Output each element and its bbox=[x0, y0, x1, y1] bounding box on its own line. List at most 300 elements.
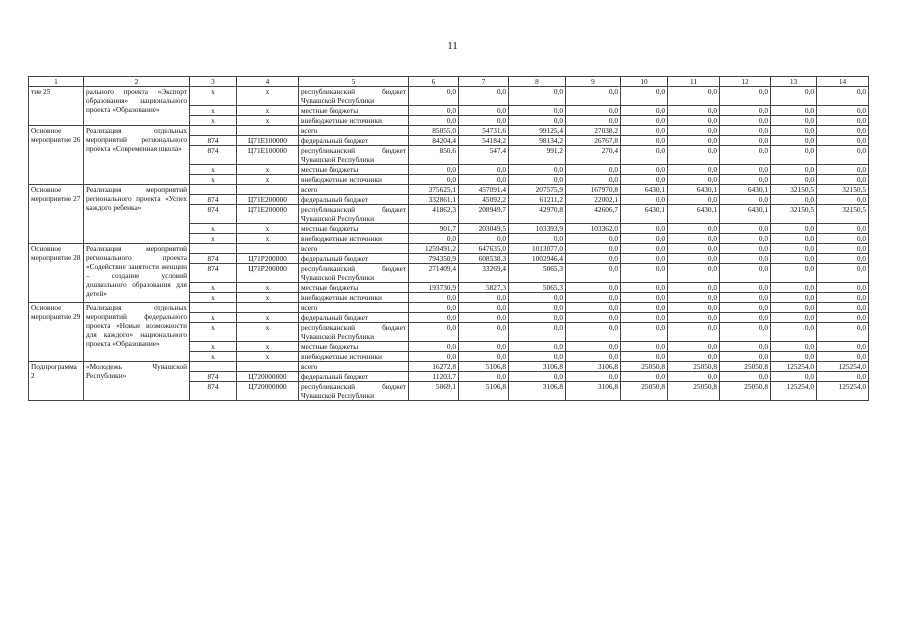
amount-cell: 0,0 bbox=[566, 165, 621, 175]
measure-label: Подпрограмма 2 bbox=[29, 362, 84, 401]
amount-cell: 54184,2 bbox=[459, 136, 509, 146]
amount-cell: 5106,8 bbox=[459, 382, 509, 401]
amount-cell: 0,0 bbox=[459, 323, 509, 342]
amount-cell: 547,4 bbox=[459, 146, 509, 165]
amount-cell: 0,0 bbox=[621, 195, 668, 205]
amount-cell: 5065,3 bbox=[509, 264, 566, 283]
amount-cell: 11203,7 bbox=[409, 372, 459, 382]
amount-cell: 0,0 bbox=[817, 126, 869, 136]
amount-cell: 0,0 bbox=[459, 175, 509, 185]
amount-cell: 0,0 bbox=[509, 106, 566, 116]
amount-cell: 0,0 bbox=[621, 254, 668, 264]
column-number: 3 bbox=[190, 77, 237, 87]
amount-cell: 0,0 bbox=[668, 264, 720, 283]
amount-cell: 0,0 bbox=[817, 175, 869, 185]
amount-cell: 0,0 bbox=[509, 342, 566, 352]
amount-cell: 0,0 bbox=[509, 87, 566, 106]
amount-cell: 0,0 bbox=[817, 87, 869, 106]
amount-cell: 0,0 bbox=[409, 293, 459, 303]
column-number: 14 bbox=[817, 77, 869, 87]
measure-label: тие 25 bbox=[29, 87, 84, 126]
funding-source: федеральный бюджет bbox=[299, 254, 409, 264]
funding-source: всего bbox=[299, 185, 409, 195]
amount-cell: 25050,8 bbox=[621, 362, 668, 372]
amount-cell: 0,0 bbox=[621, 313, 668, 323]
amount-cell: 0,0 bbox=[668, 283, 720, 293]
table-row bbox=[29, 87, 869, 106]
amount-cell: 0,0 bbox=[720, 87, 771, 106]
target-article-code: x bbox=[237, 293, 299, 303]
amount-cell: 0,0 bbox=[720, 303, 771, 313]
table-row bbox=[29, 303, 869, 313]
amount-cell: 0,0 bbox=[668, 106, 720, 116]
amount-cell: 1002946,4 bbox=[509, 254, 566, 264]
amount-cell: 991,2 bbox=[509, 146, 566, 165]
amount-cell: 0,0 bbox=[720, 175, 771, 185]
target-article-code: Ц71Р200000 bbox=[237, 254, 299, 264]
funding-source: местные бюджеты bbox=[299, 106, 409, 116]
funding-source: республиканский бюджет Чувашской Республики bbox=[299, 382, 409, 401]
target-article-code bbox=[237, 362, 299, 372]
amount-cell: 0,0 bbox=[771, 244, 817, 254]
amount-cell: 42606,7 bbox=[566, 205, 621, 224]
amount-cell: 0,0 bbox=[409, 106, 459, 116]
funding-source: местные бюджеты bbox=[299, 224, 409, 234]
amount-cell: 0,0 bbox=[817, 283, 869, 293]
amount-cell: 0,0 bbox=[771, 116, 817, 126]
target-article-code: Ц71Е100000 bbox=[237, 146, 299, 165]
grbs-code: x bbox=[190, 175, 237, 185]
amount-cell: 5065,3 bbox=[509, 283, 566, 293]
amount-cell: 0,0 bbox=[771, 87, 817, 106]
amount-cell: 85055,0 bbox=[409, 126, 459, 136]
amount-cell: 45092,2 bbox=[459, 195, 509, 205]
column-number: 1 bbox=[29, 77, 84, 87]
grbs-code: 874 bbox=[190, 264, 237, 283]
grbs-code: x bbox=[190, 224, 237, 234]
amount-cell: 103362,0 bbox=[566, 224, 621, 234]
amount-cell: 5069,1 bbox=[409, 382, 459, 401]
amount-cell: 0,0 bbox=[771, 313, 817, 323]
amount-cell: 0,0 bbox=[621, 175, 668, 185]
target-article-code: x bbox=[237, 342, 299, 352]
funding-source: федеральный бюджет bbox=[299, 136, 409, 146]
amount-cell: 0,0 bbox=[668, 323, 720, 342]
amount-cell: 0,0 bbox=[771, 224, 817, 234]
amount-cell: 0,0 bbox=[459, 372, 509, 382]
amount-cell: 0,0 bbox=[771, 146, 817, 165]
amount-cell: 0,0 bbox=[817, 293, 869, 303]
measure-title: Реализация мероприятий регионального проекта «Успех каждого ребенка» bbox=[84, 185, 190, 244]
amount-cell: 0,0 bbox=[668, 352, 720, 362]
amount-cell: 0,0 bbox=[771, 323, 817, 342]
amount-cell: 203049,5 bbox=[459, 224, 509, 234]
grbs-code bbox=[190, 126, 237, 136]
amount-cell: 0,0 bbox=[817, 116, 869, 126]
amount-cell: 3106,8 bbox=[509, 362, 566, 372]
amount-cell: 0,0 bbox=[771, 293, 817, 303]
column-number: 12 bbox=[720, 77, 771, 87]
amount-cell: 0,0 bbox=[771, 372, 817, 382]
amount-cell: 0,0 bbox=[509, 313, 566, 323]
amount-cell: 0,0 bbox=[566, 264, 621, 283]
amount-cell: 25050,8 bbox=[720, 382, 771, 401]
amount-cell: 32150,5 bbox=[817, 205, 869, 224]
amount-cell: 42970,8 bbox=[509, 205, 566, 224]
amount-cell: 608538,3 bbox=[459, 254, 509, 264]
amount-cell: 0,0 bbox=[668, 244, 720, 254]
amount-cell: 84204,4 bbox=[409, 136, 459, 146]
funding-source: внебюджетные источники bbox=[299, 234, 409, 244]
funding-source: всего bbox=[299, 244, 409, 254]
funding-source: внебюджетные источники bbox=[299, 293, 409, 303]
page-number: 11 bbox=[447, 40, 458, 52]
column-number: 8 bbox=[509, 77, 566, 87]
amount-cell: 0,0 bbox=[459, 293, 509, 303]
amount-cell: 0,0 bbox=[771, 165, 817, 175]
target-article-code: x bbox=[237, 234, 299, 244]
funding-source: всего bbox=[299, 303, 409, 313]
funding-source: внебюджетные источники bbox=[299, 175, 409, 185]
amount-cell: 25050,8 bbox=[621, 382, 668, 401]
amount-cell: 0,0 bbox=[771, 195, 817, 205]
amount-cell: 0,0 bbox=[720, 146, 771, 165]
amount-cell: 33269,4 bbox=[459, 264, 509, 283]
funding-source: федеральный бюджет bbox=[299, 372, 409, 382]
amount-cell: 0,0 bbox=[566, 175, 621, 185]
measure-title: Реализация отдельных мероприятий регионального проекта «Современная школа» bbox=[84, 126, 190, 185]
target-article-code: x bbox=[237, 313, 299, 323]
grbs-code: x bbox=[190, 234, 237, 244]
amount-cell: 0,0 bbox=[720, 264, 771, 283]
amount-cell: 0,0 bbox=[409, 87, 459, 106]
grbs-code: x bbox=[190, 313, 237, 323]
amount-cell: 1013077,0 bbox=[509, 244, 566, 254]
amount-cell: 6430,1 bbox=[668, 205, 720, 224]
amount-cell: 0,0 bbox=[621, 352, 668, 362]
amount-cell: 0,0 bbox=[459, 165, 509, 175]
amount-cell: 99125,4 bbox=[509, 126, 566, 136]
amount-cell: 5827,3 bbox=[459, 283, 509, 293]
grbs-code: x bbox=[190, 116, 237, 126]
amount-cell: 3106,8 bbox=[509, 382, 566, 401]
amount-cell: 0,0 bbox=[771, 106, 817, 116]
amount-cell: 0,0 bbox=[621, 126, 668, 136]
grbs-code: x bbox=[190, 293, 237, 303]
target-article-code: Ц71Е200000 bbox=[237, 205, 299, 224]
amount-cell: 0,0 bbox=[566, 116, 621, 126]
table-row bbox=[29, 362, 869, 372]
amount-cell: 0,0 bbox=[409, 175, 459, 185]
amount-cell: 0,0 bbox=[621, 165, 668, 175]
amount-cell: 0,0 bbox=[720, 342, 771, 352]
amount-cell: 6430,1 bbox=[720, 185, 771, 195]
amount-cell: 0,0 bbox=[621, 342, 668, 352]
amount-cell: 0,0 bbox=[720, 352, 771, 362]
amount-cell: 1259491,2 bbox=[409, 244, 459, 254]
target-article-code bbox=[237, 185, 299, 195]
amount-cell: 98134,2 bbox=[509, 136, 566, 146]
amount-cell: 0,0 bbox=[668, 313, 720, 323]
amount-cell: 16272,8 bbox=[409, 362, 459, 372]
grbs-code: 874 bbox=[190, 146, 237, 165]
amount-cell: 0,0 bbox=[409, 303, 459, 313]
amount-cell: 32150,5 bbox=[771, 205, 817, 224]
amount-cell: 3106,8 bbox=[566, 362, 621, 372]
funding-source: федеральный бюджет bbox=[299, 313, 409, 323]
measure-label: Основное мероприятие 29 bbox=[29, 303, 84, 362]
amount-cell: 271409,4 bbox=[409, 264, 459, 283]
amount-cell: 61211,2 bbox=[509, 195, 566, 205]
amount-cell: 375625,1 bbox=[409, 185, 459, 195]
amount-cell: 0,0 bbox=[409, 352, 459, 362]
amount-cell: 0,0 bbox=[668, 254, 720, 264]
amount-cell: 0,0 bbox=[720, 116, 771, 126]
amount-cell: 0,0 bbox=[720, 136, 771, 146]
amount-cell: 0,0 bbox=[720, 224, 771, 234]
amount-cell: 0,0 bbox=[566, 352, 621, 362]
amount-cell: 0,0 bbox=[817, 146, 869, 165]
amount-cell: 0,0 bbox=[771, 234, 817, 244]
amount-cell: 0,0 bbox=[771, 283, 817, 293]
table-row bbox=[29, 244, 869, 254]
amount-cell: 0,0 bbox=[509, 234, 566, 244]
amount-cell: 0,0 bbox=[817, 323, 869, 342]
measure-label: Основное мероприятие 27 bbox=[29, 185, 84, 244]
amount-cell: 125254,0 bbox=[771, 362, 817, 372]
target-article-code: x bbox=[237, 87, 299, 106]
amount-cell: 794350,9 bbox=[409, 254, 459, 264]
table-body bbox=[29, 77, 869, 401]
amount-cell: 0,0 bbox=[771, 342, 817, 352]
amount-cell: 103393,9 bbox=[509, 224, 566, 234]
amount-cell: 208949,7 bbox=[459, 205, 509, 224]
amount-cell: 167970,8 bbox=[566, 185, 621, 195]
column-number: 11 bbox=[668, 77, 720, 87]
column-number: 7 bbox=[459, 77, 509, 87]
grbs-code: x bbox=[190, 283, 237, 293]
amount-cell: 0,0 bbox=[771, 303, 817, 313]
amount-cell: 207575,9 bbox=[509, 185, 566, 195]
funding-source: республиканский бюджет Чувашской Республики bbox=[299, 323, 409, 342]
amount-cell: 270,4 bbox=[566, 146, 621, 165]
amount-cell: 0,0 bbox=[509, 175, 566, 185]
amount-cell: 3106,8 bbox=[566, 382, 621, 401]
amount-cell: 0,0 bbox=[720, 323, 771, 342]
amount-cell: 0,0 bbox=[509, 323, 566, 342]
funding-source: республиканский бюджет Чувашской Республики bbox=[299, 146, 409, 165]
amount-cell: 26767,8 bbox=[566, 136, 621, 146]
amount-cell: 6430,1 bbox=[621, 205, 668, 224]
target-article-code: x bbox=[237, 106, 299, 116]
amount-cell: 0,0 bbox=[817, 372, 869, 382]
amount-cell: 0,0 bbox=[621, 146, 668, 165]
amount-cell: 0,0 bbox=[509, 303, 566, 313]
amount-cell: 0,0 bbox=[720, 254, 771, 264]
amount-cell: 0,0 bbox=[409, 323, 459, 342]
amount-cell: 0,0 bbox=[771, 264, 817, 283]
amount-cell: 125254,0 bbox=[817, 362, 869, 372]
amount-cell: 0,0 bbox=[509, 372, 566, 382]
amount-cell: 0,0 bbox=[621, 136, 668, 146]
amount-cell: 0,0 bbox=[566, 323, 621, 342]
table-row bbox=[29, 185, 869, 195]
grbs-code: x bbox=[190, 352, 237, 362]
amount-cell: 0,0 bbox=[459, 313, 509, 323]
amount-cell: 25050,8 bbox=[668, 362, 720, 372]
amount-cell: 0,0 bbox=[459, 234, 509, 244]
funding-source: местные бюджеты bbox=[299, 165, 409, 175]
amount-cell: 0,0 bbox=[817, 165, 869, 175]
amount-cell: 0,0 bbox=[668, 372, 720, 382]
amount-cell: 0,0 bbox=[720, 165, 771, 175]
grbs-code bbox=[190, 362, 237, 372]
amount-cell: 0,0 bbox=[817, 313, 869, 323]
amount-cell: 32150,5 bbox=[817, 185, 869, 195]
amount-cell: 332861,1 bbox=[409, 195, 459, 205]
amount-cell: 27038,2 bbox=[566, 126, 621, 136]
amount-cell: 0,0 bbox=[668, 165, 720, 175]
grbs-code: 874 bbox=[190, 205, 237, 224]
column-number: 2 bbox=[84, 77, 190, 87]
grbs-code bbox=[190, 303, 237, 313]
measure-title: Реализация отдельных мероприятий федерального проекта «Новые возможности для каждого» национального проекта «Образование» bbox=[84, 303, 190, 362]
funding-source: республиканский бюджет Чувашской Республики bbox=[299, 87, 409, 106]
funding-source: республиканский бюджет Чувашской Республики bbox=[299, 264, 409, 283]
amount-cell: 0,0 bbox=[817, 224, 869, 234]
amount-cell: 6430,1 bbox=[621, 185, 668, 195]
amount-cell: 0,0 bbox=[409, 234, 459, 244]
target-article-code: x bbox=[237, 283, 299, 293]
amount-cell: 0,0 bbox=[720, 126, 771, 136]
header-row bbox=[29, 77, 869, 87]
amount-cell: 0,0 bbox=[720, 283, 771, 293]
amount-cell: 0,0 bbox=[668, 116, 720, 126]
grbs-code: 874 bbox=[190, 382, 237, 401]
amount-cell: 125254,0 bbox=[817, 382, 869, 401]
amount-cell: 32150,5 bbox=[771, 185, 817, 195]
amount-cell: 0,0 bbox=[566, 293, 621, 303]
amount-cell: 0,0 bbox=[566, 303, 621, 313]
amount-cell: 0,0 bbox=[459, 116, 509, 126]
amount-cell: 0,0 bbox=[817, 264, 869, 283]
amount-cell: 0,0 bbox=[621, 116, 668, 126]
amount-cell: 850,6 bbox=[409, 146, 459, 165]
amount-cell: 41862,3 bbox=[409, 205, 459, 224]
amount-cell: 0,0 bbox=[668, 126, 720, 136]
grbs-code: x bbox=[190, 342, 237, 352]
amount-cell: 0,0 bbox=[817, 234, 869, 244]
column-number: 6 bbox=[409, 77, 459, 87]
grbs-code: 874 bbox=[190, 195, 237, 205]
amount-cell: 0,0 bbox=[566, 372, 621, 382]
amount-cell: 0,0 bbox=[621, 244, 668, 254]
amount-cell: 0,0 bbox=[621, 372, 668, 382]
amount-cell: 0,0 bbox=[409, 313, 459, 323]
amount-cell: 0,0 bbox=[566, 342, 621, 352]
amount-cell: 0,0 bbox=[668, 146, 720, 165]
target-article-code bbox=[237, 303, 299, 313]
funding-source: всего bbox=[299, 362, 409, 372]
amount-cell: 0,0 bbox=[459, 106, 509, 116]
amount-cell: 0,0 bbox=[459, 87, 509, 106]
funding-source: внебюджетные источники bbox=[299, 116, 409, 126]
amount-cell: 0,0 bbox=[621, 87, 668, 106]
amount-cell: 0,0 bbox=[566, 106, 621, 116]
funding-source: всего bbox=[299, 126, 409, 136]
amount-cell: 0,0 bbox=[720, 244, 771, 254]
grbs-code: x bbox=[190, 106, 237, 116]
amount-cell: 0,0 bbox=[771, 352, 817, 362]
amount-cell: 0,0 bbox=[459, 352, 509, 362]
amount-cell: 901,7 bbox=[409, 224, 459, 234]
amount-cell: 457091,4 bbox=[459, 185, 509, 195]
amount-cell: 0,0 bbox=[566, 313, 621, 323]
amount-cell: 125254,0 bbox=[771, 382, 817, 401]
measure-title: рального проекта «Экспорт образования» национального проекта «Образование» bbox=[84, 87, 190, 126]
target-article-code: x bbox=[237, 323, 299, 342]
amount-cell: 0,0 bbox=[720, 234, 771, 244]
amount-cell: 0,0 bbox=[566, 283, 621, 293]
amount-cell: 22002,1 bbox=[566, 195, 621, 205]
amount-cell: 0,0 bbox=[668, 224, 720, 234]
column-number: 5 bbox=[299, 77, 409, 87]
amount-cell: 0,0 bbox=[771, 254, 817, 264]
amount-cell: 0,0 bbox=[817, 106, 869, 116]
amount-cell: 0,0 bbox=[668, 195, 720, 205]
amount-cell: 0,0 bbox=[621, 283, 668, 293]
measure-title: «Молодежь Чувашской Республики» bbox=[84, 362, 190, 401]
amount-cell: 0,0 bbox=[509, 352, 566, 362]
table-row bbox=[29, 126, 869, 136]
target-article-code: Ц71Е100000 bbox=[237, 136, 299, 146]
amount-cell: 0,0 bbox=[621, 106, 668, 116]
amount-cell: 0,0 bbox=[566, 234, 621, 244]
amount-cell: 0,0 bbox=[720, 372, 771, 382]
budget-table bbox=[28, 76, 869, 401]
amount-cell: 0,0 bbox=[771, 126, 817, 136]
grbs-code: x bbox=[190, 87, 237, 106]
target-article-code: x bbox=[237, 116, 299, 126]
amount-cell: 0,0 bbox=[668, 87, 720, 106]
amount-cell: 0,0 bbox=[668, 136, 720, 146]
amount-cell: 0,0 bbox=[668, 234, 720, 244]
amount-cell: 0,0 bbox=[509, 116, 566, 126]
amount-cell: 6430,1 bbox=[720, 205, 771, 224]
amount-cell: 0,0 bbox=[509, 293, 566, 303]
amount-cell: 0,0 bbox=[621, 234, 668, 244]
amount-cell: 0,0 bbox=[817, 342, 869, 352]
funding-source: местные бюджеты bbox=[299, 342, 409, 352]
target-article-code: x bbox=[237, 165, 299, 175]
grbs-code: 874 bbox=[190, 372, 237, 382]
grbs-code bbox=[190, 244, 237, 254]
target-article-code: x bbox=[237, 352, 299, 362]
target-article-code: Ц71Р200000 bbox=[237, 264, 299, 283]
funding-source: местные бюджеты bbox=[299, 283, 409, 293]
grbs-code: x bbox=[190, 323, 237, 342]
amount-cell: 0,0 bbox=[720, 313, 771, 323]
grbs-code: 874 bbox=[190, 136, 237, 146]
funding-source: внебюджетные источники bbox=[299, 352, 409, 362]
target-article-code: x bbox=[237, 224, 299, 234]
amount-cell: 0,0 bbox=[409, 165, 459, 175]
amount-cell: 0,0 bbox=[621, 303, 668, 313]
amount-cell: 0,0 bbox=[817, 254, 869, 264]
amount-cell: 0,0 bbox=[668, 303, 720, 313]
funding-source: республиканский бюджет Чувашской Республики bbox=[299, 205, 409, 224]
target-article-code: Ц720000000 bbox=[237, 372, 299, 382]
